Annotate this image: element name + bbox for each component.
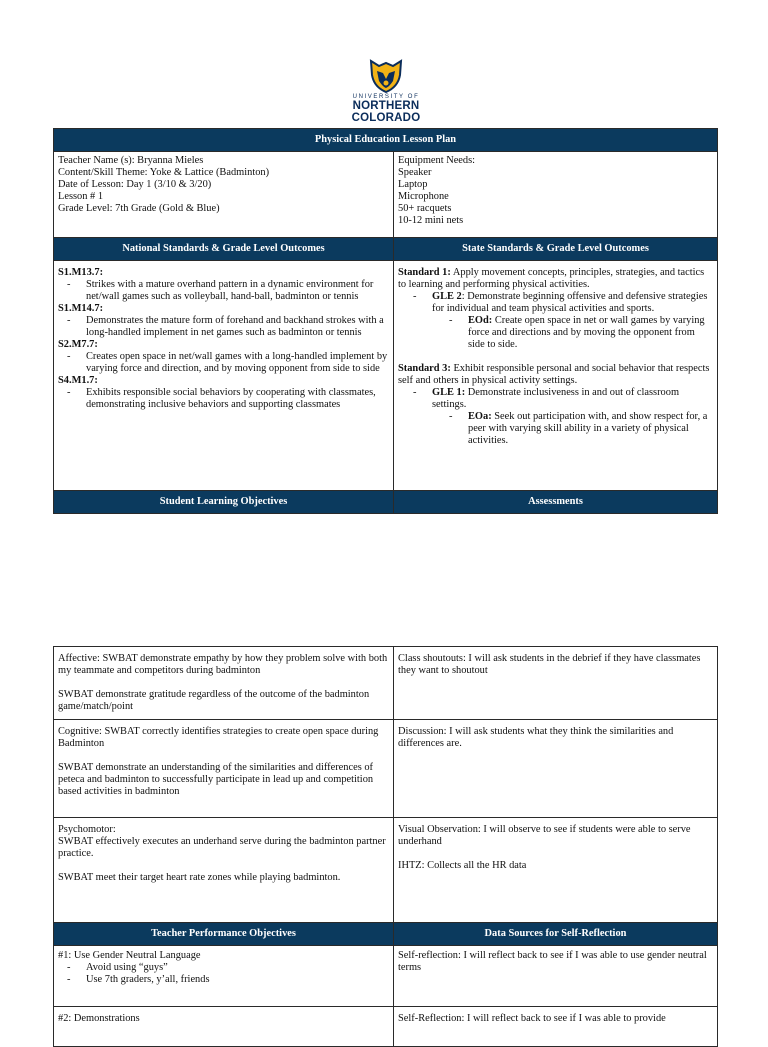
teacher-performance-objectives-header: Teacher Performance Objectives	[54, 923, 394, 946]
logo-northern-colorado: NORTHERN COLORADO	[351, 100, 421, 124]
national-standards-cell	[54, 261, 394, 491]
logo-university-of: UNIVERSITY OF	[352, 94, 420, 100]
reflection-text: Self-Reflection: I will reflect back to see if I was able to provide	[398, 1013, 666, 1024]
equipment-item: Speaker	[398, 167, 432, 178]
objective-text: SWBAT meet their target heart rate zones while playing badminton.	[58, 872, 341, 883]
standard-outcome: - Creates open space in net/wall games with a long-handled implement by varying force and direction, and by moving opponent from side to side	[86, 351, 389, 375]
state-standard-1-text: Apply movement concepts, principles, strategies, and tactics to learning and performing physical activities.	[398, 267, 705, 290]
reflection-text: Self-reflection: I will reflect back to see if I was able to use gender neutral terms	[398, 950, 707, 973]
psychomotor-assessment-cell	[394, 818, 718, 923]
equipment-cell	[394, 152, 718, 238]
tpo-title: #1: Use Gender Neutral Language	[58, 950, 201, 961]
assessment-text: IHTZ: Collects all the HR data	[398, 860, 527, 871]
grade-level: Grade Level: 7th Grade (Gold & Blue)	[58, 203, 220, 214]
state-standard-3-label: Standard 3:	[398, 363, 451, 374]
university-logo	[318, 57, 454, 124]
objective-text: SWBAT demonstrate gratitude regardless of the outcome of the badminton game/match/point	[58, 689, 370, 712]
standard-outcome: - Exhibits responsible social behaviors by cooperating with classmates, demonstrating inclusive behaviors and supporting classmates	[86, 387, 389, 411]
lesson-plan-table-bottom	[53, 646, 718, 1047]
national-standards-header: National Standards & Grade Level Outcomes	[54, 238, 394, 261]
state-standard-1-label: Standard 1:	[398, 267, 451, 278]
eo-d-text: Create open space in net or wall games by varying force and directions and by moving the opponent from side to side.	[468, 315, 705, 350]
equipment-item: Microphone	[398, 191, 449, 202]
standard-outcome: - Strikes with a mature overhand pattern in a dynamic environment for net/wall games such as volleyball, hand-ball, badminton or tennis	[86, 279, 389, 303]
psychomotor-objective-cell	[54, 818, 394, 923]
equipment-item: Laptop	[398, 179, 428, 190]
state-standards-header: State Standards & Grade Level Outcomes	[394, 238, 718, 261]
objective-text: Affective: SWBAT demonstrate empathy by how they problem solve with both my teammate and competitors during badminton	[58, 653, 388, 676]
teacher-name: Teacher Name (s): Bryanna Mieles	[58, 155, 204, 166]
bear-mascot-icon	[367, 57, 405, 93]
assessment-text: Discussion: I will ask students what they think the similarities and differences are.	[398, 726, 674, 749]
gle-2	[432, 291, 713, 315]
reflection-1-cell	[394, 946, 718, 1007]
state-standard-3-text: Exhibit responsible personal and social behavior that respects self and others in physical activity settings.	[398, 363, 710, 386]
gle-1	[432, 387, 713, 411]
standard-code: S1.M14.7:	[58, 303, 104, 314]
assessment-text: Class shoutouts: I will ask students in the debrief if they have classmates they want to shoutout	[398, 653, 701, 676]
student-learning-objectives-header: Student Learning Objectives	[54, 491, 394, 514]
eo-d	[468, 315, 713, 351]
equipment-heading: Equipment Needs:	[398, 155, 476, 166]
eo-d-label: EOd:	[468, 315, 493, 326]
standard-code: S2.M7.7:	[58, 339, 98, 350]
tpo-1-cell	[54, 946, 394, 1007]
lesson-plan-title: Physical Education Lesson Plan	[54, 129, 718, 152]
skill-theme: Content/Skill Theme: Yoke & Lattice (Badminton)	[58, 167, 270, 178]
gle-1-text: Demonstrate inclusiveness in and out of classroom settings.	[432, 387, 680, 410]
objective-text: SWBAT demonstrate an understanding of the similarities and differences of peteca and badminton to successfully participate in lead up and competition based activities in badminton	[58, 762, 374, 797]
eo-a	[468, 411, 713, 447]
data-sources-header: Data Sources for Self-Reflection	[394, 923, 718, 946]
state-standard-1	[398, 267, 713, 291]
assessment-text: Visual Observation: I will observe to see if students were able to serve underhand	[398, 824, 691, 847]
tpo-item: - Avoid using “guys”	[86, 962, 389, 974]
standard-outcome: - Demonstrates the mature form of forehand and backhand strokes with a long-handled implement in net games such as badminton or tennis	[86, 315, 389, 339]
standard-code: S1.M13.7:	[58, 267, 104, 278]
reflection-2-cell	[394, 1007, 718, 1047]
standard-code: S4.M1.7:	[58, 375, 98, 386]
lesson-info-cell	[54, 152, 394, 238]
equipment-item: 50+ racquets	[398, 203, 452, 214]
tpo-item: - Use 7th graders, y’all, friends	[86, 974, 389, 986]
tpo-title: #2: Demonstrations	[58, 1013, 140, 1024]
gle-2-label: GLE 2	[432, 291, 462, 302]
cognitive-objective-cell	[54, 720, 394, 818]
objective-text: SWBAT effectively executes an underhand serve during the badminton partner practice.	[58, 836, 386, 859]
gle-1-label: GLE 1:	[432, 387, 466, 398]
affective-assessment-cell	[394, 647, 718, 720]
objective-label: Psychomotor:	[58, 824, 116, 835]
lesson-date: Date of Lesson: Day 1 (3/10 & 3/20)	[58, 179, 212, 190]
eo-a-text: Seek out participation with, and show respect for, a peer with varying skill ability in a variety of physical activities.	[468, 411, 708, 446]
lesson-plan-table-top	[53, 128, 718, 514]
equipment-item: 10-12 mini nets	[398, 215, 464, 226]
tpo-2-cell	[54, 1007, 394, 1047]
affective-objective-cell	[54, 647, 394, 720]
gle-2-text: : Demonstrate beginning offensive and defensive strategies for individual and team physical activities and sports.	[432, 291, 708, 314]
eo-a-label: EOa:	[468, 411, 492, 422]
lesson-number: Lesson # 1	[58, 191, 104, 202]
cognitive-assessment-cell	[394, 720, 718, 818]
objective-text: Cognitive: SWBAT correctly identifies strategies to create open space during Badminton	[58, 726, 379, 749]
state-standards-cell	[394, 261, 718, 491]
state-standard-3	[398, 363, 713, 387]
assessments-header: Assessments	[394, 491, 718, 514]
